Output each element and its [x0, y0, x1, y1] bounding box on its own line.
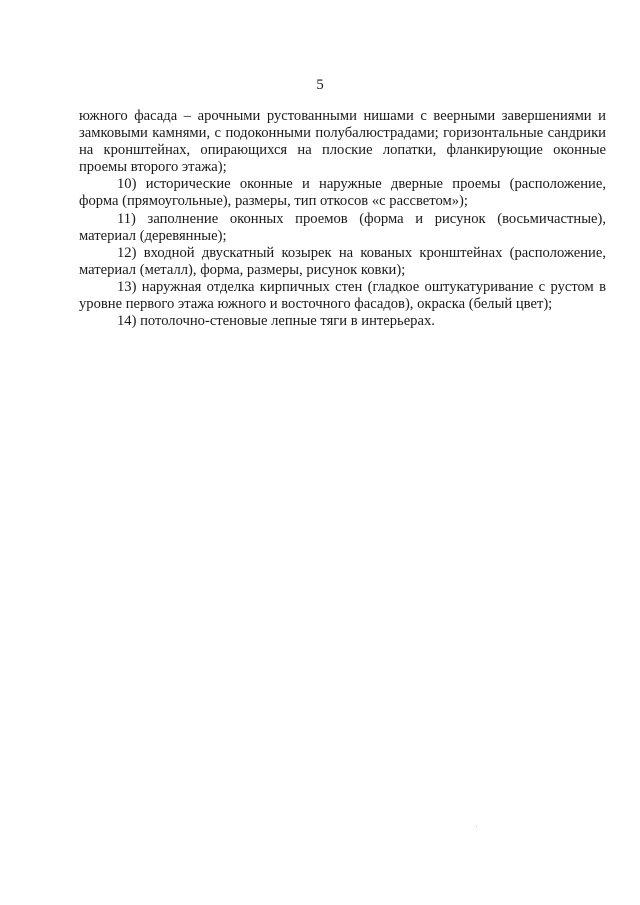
- document-body: [79, 108, 606, 330]
- list-item-10: 10) исторические оконные и наружные дверные проемы (расположение, форма (прямоугольные), размеры, тип откосов «с рассветом»);: [79, 176, 606, 210]
- list-item-12: 12) входной двускатный козырек на кованых кронштейнах (расположение, материал (металл), форма, размеры, рисунок ковки);: [79, 244, 606, 278]
- list-item-13: 13) наружная отделка кирпичных стен (гладкое оштукатуривание с рустом в уровне первого этажа южного и восточного фасадов), окраска (белый цвет);: [79, 278, 606, 313]
- page-number: 5: [316, 77, 324, 93]
- paragraph-continuation: южного фасада – арочными рустованными нишами с веерными завершениями и замковыми камнями, с подоконными полубалюстрадами; горизонтальные сандрики на кронштейнах, опирающихся на плоские лопатки, фланкирующие оконные проемы второго этажа);: [79, 108, 606, 176]
- list-item-11: 11) заполнение оконных проемов (форма и рисунок (восьмичастные), материал (деревянные);: [79, 210, 606, 244]
- scan-speck: [476, 826, 477, 827]
- list-item-14: 14) потолочно-стеновые лепные тяги в интерьерах.: [117, 313, 435, 330]
